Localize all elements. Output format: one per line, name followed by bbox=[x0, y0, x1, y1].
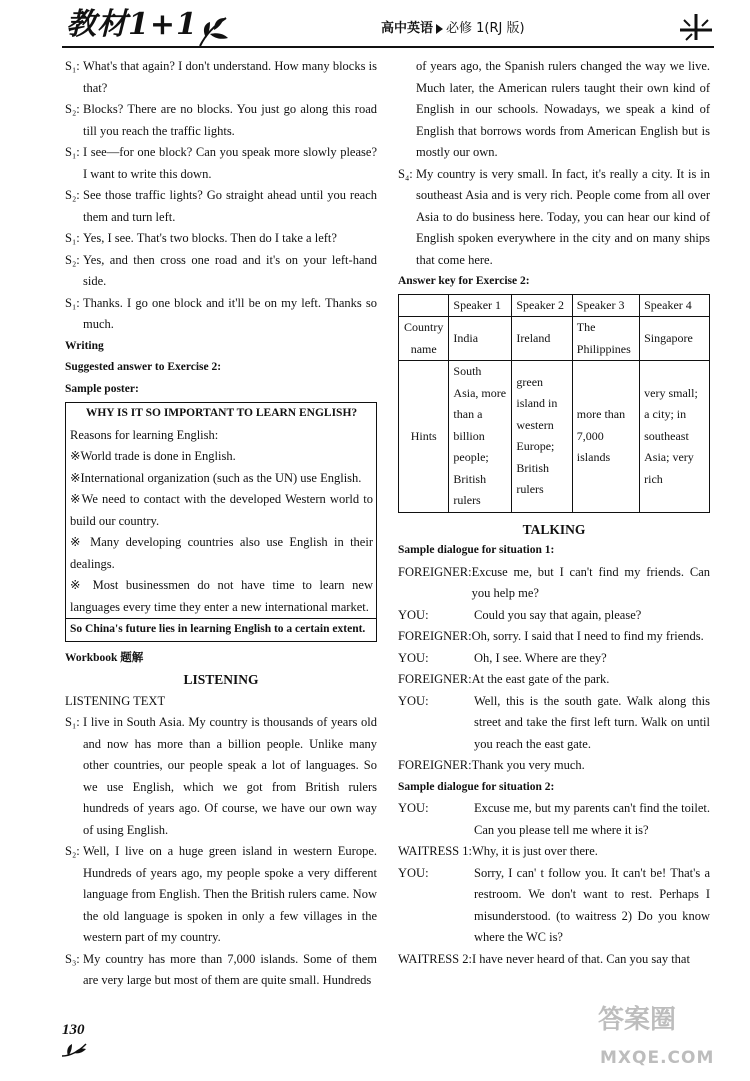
poster-footer: So China's future lies in learning English to a certain extent. bbox=[66, 618, 376, 641]
listening-text: My country has more than 7,000 islands. Some of them are very large but most of them are quite small. Hundreds bbox=[83, 951, 377, 987]
listening-text: My country is very small. In fact, it's really a city. It is in southeast Asia and is very rich. People come from all over Asia to do business here. Today, you can hear our kind of English spoken everywhere in the city and on many ships that come here. bbox=[416, 166, 710, 267]
table-header-cell bbox=[399, 294, 449, 317]
poster-item: ※ Most businessmen do not have time to learn new languages every time they enter a new international market. bbox=[70, 578, 373, 614]
talk-line bbox=[398, 669, 710, 691]
talk-text: At the east gate of the park. bbox=[471, 672, 610, 686]
speaker-label: S₁: bbox=[65, 231, 80, 245]
listening-line bbox=[65, 712, 377, 841]
decoration-icon bbox=[676, 10, 716, 44]
talk-text: Sorry, I can' t follow you. It can't be! That's a restroom. We don't want to rest. Perhaps I misunderstood. (to waitress 2) Do you know where the WC is? bbox=[474, 865, 710, 944]
right-column bbox=[398, 56, 710, 970]
speaker-label: S₁: bbox=[65, 59, 80, 73]
situation-2-label: Sample dialogue for situation 2: bbox=[398, 780, 555, 793]
speaker-label: FOREIGNER: bbox=[398, 758, 472, 772]
listening-line bbox=[65, 841, 377, 949]
poster-intro: Reasons for learning English: bbox=[70, 427, 219, 442]
talk-line bbox=[398, 863, 710, 949]
table-cell: India bbox=[449, 317, 512, 361]
dialogue-line bbox=[65, 99, 377, 142]
book-subtitle bbox=[381, 18, 525, 40]
speaker-label: S₂: bbox=[65, 844, 80, 858]
header-divider bbox=[62, 46, 714, 48]
speaker-label: S₁: bbox=[65, 715, 80, 729]
talk-text: Excuse me, but my parents can't find the toilet. Can you please tell me where it is? bbox=[474, 801, 710, 837]
speaker-label: S₂: bbox=[65, 252, 80, 267]
talk-line bbox=[398, 949, 710, 971]
talk-line bbox=[398, 648, 710, 670]
table-header-row bbox=[399, 294, 710, 317]
talk-line bbox=[398, 798, 710, 841]
dialogue-line bbox=[65, 250, 377, 293]
dialogue-text: Thanks. I go one block and it'll be on my left. Thanks so much. bbox=[83, 295, 377, 331]
dialogue-line bbox=[65, 185, 377, 228]
dialogue-text: See those traffic lights? Go straight ahead until you reach them and turn left. bbox=[83, 188, 377, 224]
dialogue-line bbox=[65, 293, 377, 336]
speaker-label: S₄: bbox=[398, 166, 413, 181]
watermark-logo: 答案圈 bbox=[598, 1005, 677, 1035]
listening-text-label: LISTENING TEXT bbox=[65, 693, 166, 708]
table-header-cell: Speaker 1 bbox=[449, 294, 512, 317]
speaker-label: YOU: bbox=[398, 801, 429, 815]
table-row bbox=[399, 361, 710, 513]
talk-line bbox=[398, 755, 710, 777]
talk-text: Oh, I see. Where are they? bbox=[474, 650, 607, 665]
talk-line bbox=[398, 562, 710, 605]
table-header-cell: Speaker 4 bbox=[640, 294, 710, 317]
speaker-label: S₂: bbox=[65, 102, 80, 116]
left-column bbox=[65, 56, 377, 992]
sample-poster bbox=[65, 402, 377, 642]
talk-text: I have never heard of that. Can you say that bbox=[471, 951, 690, 966]
listening-continued: of years ago, the Spanish rulers changed the way we live. Much later, the American rulers taught their own kind of English in our schools. Nowadays, we speak a kind of English that borrows words from American English but is mostly our own. bbox=[416, 59, 710, 159]
suggested-answer-label: Suggested answer to Exercise 2: bbox=[65, 361, 222, 373]
dialogue-text: What's that again? I don't understand. How many blocks is that? bbox=[83, 59, 377, 95]
speaker-label: S₁: bbox=[65, 145, 80, 159]
answer-table bbox=[398, 294, 710, 513]
table-header-cell: Speaker 2 bbox=[512, 294, 572, 317]
poster-title: WHY IS IT SO IMPORTANT TO LEARN ENGLISH? bbox=[85, 407, 358, 419]
dialogue-line bbox=[65, 228, 377, 250]
play-arrow-icon bbox=[436, 24, 443, 34]
speaker-label: S₃: bbox=[65, 951, 80, 966]
table-cell: South Asia, more than a billion people; British rulers bbox=[449, 361, 512, 513]
talk-text: Why, it is just over there. bbox=[471, 844, 598, 858]
listening-text: Well, I live on a huge green island in western Europe. Hundreds of years ago, my people spoke a very different language from English. Then the British rulers came. Now the old language is spoken in only a few villages in the western part of my country. bbox=[83, 844, 377, 944]
poster-item: ※World trade is done in English. bbox=[70, 449, 236, 463]
section-title-talking: TALKING bbox=[522, 521, 586, 537]
workbook-label: Workbook 题解 bbox=[65, 651, 144, 664]
listening-line bbox=[65, 949, 377, 992]
answer-key-label: Answer key for Exercise 2: bbox=[398, 275, 530, 287]
dialogue-text: Yes, I see. That's two blocks. Then do I take a left? bbox=[83, 231, 337, 245]
talk-line bbox=[398, 691, 710, 756]
poster-item: ※ Many developing countries also use English in their dealings. bbox=[70, 535, 373, 571]
leaf-icon bbox=[60, 1040, 90, 1060]
speaker-label: YOU: bbox=[398, 607, 429, 622]
speaker-label: WAITRESS 1: bbox=[398, 844, 472, 858]
sample-poster-label: Sample poster: bbox=[65, 382, 139, 395]
table-cell: green island in western Europe; British rulers bbox=[512, 361, 572, 513]
dialogue-line bbox=[65, 142, 377, 185]
page-number: 130 bbox=[62, 1022, 85, 1038]
poster-item: ※International organization (such as the UN) use English. bbox=[70, 470, 362, 485]
section-heading-writing: Writing bbox=[65, 339, 104, 352]
course-name: 高中英语 bbox=[381, 21, 434, 36]
dialogue-line bbox=[65, 56, 377, 99]
listening-text: I live in South Asia. My country is thousands of years old and now has more than a billion people. Unlike many other countries, our people speak a lot of languages. So we use English, which we got from British rulers hundreds of years ago. Of course, we have our own way of using English. bbox=[83, 715, 377, 837]
table-row-label: Country name bbox=[399, 317, 449, 361]
table-cell: more than 7,000 islands bbox=[572, 361, 639, 513]
talk-line bbox=[398, 605, 710, 627]
speaker-label: WAITRESS 2: bbox=[398, 951, 472, 966]
speaker-label: YOU: bbox=[398, 650, 429, 665]
talk-text: Excuse me, but I can't find my friends. Can you help me? bbox=[471, 564, 710, 600]
table-cell: The Philippines bbox=[572, 317, 639, 361]
talk-text: Could you say that again, please? bbox=[474, 607, 642, 622]
table-row bbox=[399, 317, 710, 361]
speaker-label: YOU: bbox=[398, 865, 429, 880]
leaf-icon bbox=[196, 14, 236, 48]
listening-line bbox=[398, 164, 710, 272]
section-title-listening: LISTENING bbox=[183, 672, 259, 687]
table-row-label: Hints bbox=[399, 361, 449, 513]
dialogue-text: Blocks? There are no blocks. You just go along this road till you reach the traffic lights. bbox=[83, 102, 377, 138]
talk-text: Oh, sorry. I said that I need to find my friends. bbox=[471, 629, 704, 643]
dialogue-text: I see—for one block? Can you speak more slowly please? I want to write this down. bbox=[83, 145, 377, 181]
table-cell: very small; a city; in southeast Asia; very rich bbox=[640, 361, 710, 513]
page-header bbox=[0, 0, 750, 50]
situation-1-label: Sample dialogue for situation 1: bbox=[398, 544, 555, 556]
talk-line bbox=[398, 841, 710, 863]
speaker-label: FOREIGNER: bbox=[398, 672, 472, 686]
speaker-label: FOREIGNER: bbox=[398, 629, 472, 643]
dialogue-text: Yes, and then cross one road and it's on your left-hand side. bbox=[83, 252, 377, 288]
watermark-url: MXQE.COM bbox=[600, 1048, 715, 1068]
book-volume: 必修 1(RJ 版) bbox=[446, 21, 525, 36]
talk-line bbox=[398, 626, 710, 648]
book-logo: 教材1+1 bbox=[66, 7, 198, 42]
talk-text: Thank you very much. bbox=[471, 758, 585, 772]
speaker-label: FOREIGNER: bbox=[398, 564, 472, 579]
table-cell: Ireland bbox=[512, 317, 572, 361]
speaker-label: YOU: bbox=[398, 693, 429, 708]
table-header-cell: Speaker 3 bbox=[572, 294, 639, 317]
talk-text: Well, this is the south gate. Walk along this street and take the first left turn. Walk on until you reach the east gate. bbox=[474, 693, 710, 751]
speaker-label: S₁: bbox=[65, 295, 80, 310]
speaker-label: S₂: bbox=[65, 188, 80, 202]
poster-item: ※We need to contact with the developed Western world to build our country. bbox=[70, 492, 373, 528]
table-cell: Singapore bbox=[640, 317, 710, 361]
